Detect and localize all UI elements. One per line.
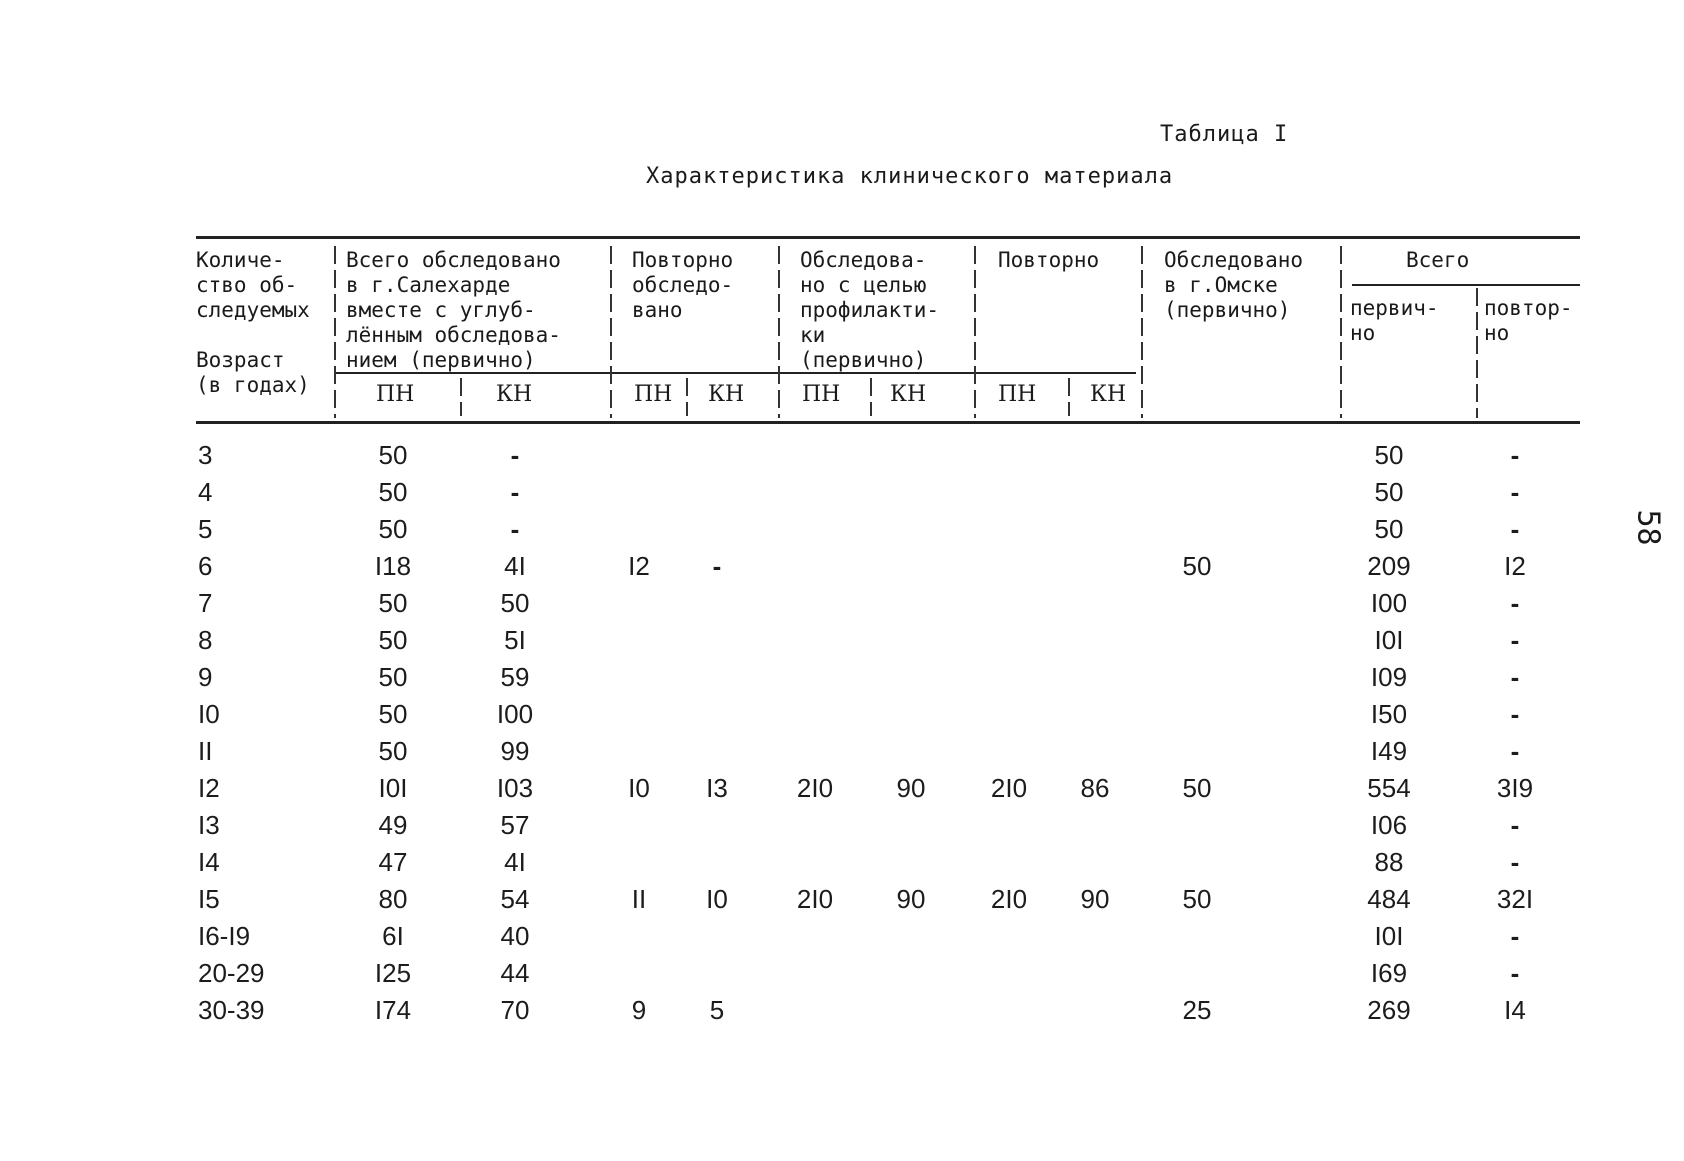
table-cell-t-p: 554 bbox=[1367, 773, 1411, 803]
table-cell-age: 3 bbox=[198, 440, 213, 470]
header-total-primary: первич- но bbox=[1350, 296, 1439, 345]
subheader-kn: КН bbox=[1090, 382, 1127, 407]
table-cell-s-kn: 57 bbox=[500, 810, 530, 840]
table-cell-s-pn: 50 bbox=[378, 625, 408, 655]
column-separator bbox=[974, 246, 976, 418]
table-cell-age: 9 bbox=[198, 662, 213, 692]
column-separator bbox=[610, 246, 612, 418]
table-cell-s-pn: 50 bbox=[378, 588, 408, 618]
table-cell-s-kn: 40 bbox=[500, 921, 530, 951]
table-cell-t-p: I49 bbox=[1370, 736, 1408, 766]
table-cell-t-r: - bbox=[1510, 699, 1520, 729]
table-cell-r2-pn: 2I0 bbox=[990, 884, 1028, 914]
table-top-rule bbox=[196, 236, 1580, 239]
table-cell-age: 6 bbox=[198, 551, 213, 581]
table-cell-s-kn: 99 bbox=[500, 736, 530, 766]
column-separator bbox=[778, 246, 780, 418]
table-cell-s-kn: I03 bbox=[496, 773, 534, 803]
header-omsk: Обследовано в г.Омске (первично) bbox=[1164, 248, 1304, 322]
page-number: 58 bbox=[1630, 509, 1666, 546]
subheader-kn: КН bbox=[890, 382, 927, 407]
table-cell-s-pn: I0I bbox=[378, 773, 408, 803]
table-cell-s-kn: - bbox=[510, 514, 520, 544]
table-cell-age: I2 bbox=[198, 773, 220, 803]
table-cell-r-pn: I2 bbox=[628, 551, 650, 581]
table-cell-t-r: I4 bbox=[1504, 995, 1526, 1025]
table-cell-t-r: - bbox=[1510, 921, 1520, 951]
column-separator bbox=[334, 246, 336, 418]
table-cell-t-p: I50 bbox=[1370, 699, 1408, 729]
table-cell-t-p: I0I bbox=[1374, 921, 1404, 951]
table-cell-s-kn: 59 bbox=[500, 662, 530, 692]
table-cell-r-kn: I0 bbox=[706, 884, 728, 914]
table-cell-t-p: I00 bbox=[1370, 588, 1408, 618]
table-cell-age: II bbox=[198, 736, 213, 766]
table-cell-t-p: 269 bbox=[1367, 995, 1411, 1025]
table-cell-omsk: 50 bbox=[1182, 884, 1212, 914]
table-cell-s-kn: 4I bbox=[504, 551, 526, 581]
table-cell-r-pn: I0 bbox=[628, 773, 650, 803]
column-separator bbox=[1141, 246, 1143, 418]
subcolumn-separator bbox=[686, 378, 688, 416]
table-cell-t-r: - bbox=[1510, 440, 1520, 470]
header-repeat-2: Повторно bbox=[998, 248, 1100, 272]
table-cell-r-kn: I3 bbox=[706, 773, 728, 803]
table-cell-age: I4 bbox=[198, 847, 220, 877]
header-bottom-rule bbox=[196, 421, 1580, 424]
subcolumn-separator bbox=[870, 378, 872, 416]
subcolumn-separator bbox=[460, 378, 462, 416]
table-cell-s-kn: 54 bbox=[500, 884, 530, 914]
table-cell-s-kn: 4I bbox=[504, 847, 526, 877]
table-cell-s-kn: - bbox=[510, 477, 520, 507]
subcolumn-separator bbox=[1068, 378, 1070, 416]
table-cell-age: I6-I9 bbox=[198, 921, 251, 951]
table-cell-omsk: 50 bbox=[1182, 773, 1212, 803]
table-cell-s-pn: 50 bbox=[378, 699, 408, 729]
table-cell-t-p: I0I bbox=[1374, 625, 1404, 655]
table-cell-t-p: 50 bbox=[1374, 514, 1404, 544]
table-cell-t-p: 209 bbox=[1367, 551, 1411, 581]
subheader-kn: КН bbox=[708, 382, 745, 407]
table-cell-age: 5 bbox=[198, 514, 213, 544]
table-cell-r-pn: II bbox=[631, 884, 647, 914]
table-cell-p-kn: 90 bbox=[896, 773, 926, 803]
header-salekhard: Всего обследовано в г.Салехарде вместе с углуб- лённым обследова- нием (первично) bbox=[346, 248, 561, 372]
table-cell-t-p: 50 bbox=[1374, 477, 1404, 507]
table-cell-age: I0 bbox=[198, 699, 220, 729]
table-cell-t-r: - bbox=[1510, 810, 1520, 840]
table-cell-s-kn: - bbox=[510, 440, 520, 470]
table-cell-s-pn: 50 bbox=[378, 440, 408, 470]
table-cell-t-r: 3I9 bbox=[1496, 773, 1534, 803]
table-cell-age: 20-29 bbox=[198, 958, 265, 988]
table-cell-t-p: I69 bbox=[1370, 958, 1408, 988]
table-cell-omsk: 25 bbox=[1182, 995, 1212, 1025]
header-total: Всего bbox=[1406, 248, 1470, 272]
table-cell-omsk: 50 bbox=[1182, 551, 1212, 581]
table-cell-t-p: 88 bbox=[1374, 847, 1404, 877]
table-cell-r-pn: 9 bbox=[631, 995, 647, 1025]
header-prophylaxis: Обследова- но с целью профилакти- ки (первично) bbox=[800, 248, 940, 372]
table-cell-t-r: - bbox=[1510, 847, 1520, 877]
table-cell-s-kn: I00 bbox=[496, 699, 534, 729]
table-cell-r2-kn: 90 bbox=[1080, 884, 1110, 914]
subheader-pn: ПН bbox=[998, 382, 1037, 407]
table-cell-s-pn: I18 bbox=[374, 551, 412, 581]
table-cell-s-pn: 6I bbox=[382, 921, 404, 951]
table-cell-t-r: - bbox=[1510, 662, 1520, 692]
table-cell-r2-pn: 2I0 bbox=[990, 773, 1028, 803]
table-cell-t-p: I09 bbox=[1370, 662, 1408, 692]
table-cell-t-r: - bbox=[1510, 514, 1520, 544]
table-cell-s-pn: 50 bbox=[378, 662, 408, 692]
table-cell-age: I5 bbox=[198, 884, 220, 914]
table-cell-age: I3 bbox=[198, 810, 220, 840]
table-cell-t-r: I2 bbox=[1504, 551, 1526, 581]
table-cell-s-pn: 50 bbox=[378, 736, 408, 766]
table-cell-s-kn: 5I bbox=[504, 625, 526, 655]
table-cell-s-pn: 47 bbox=[378, 847, 408, 877]
table-cell-s-kn: 44 bbox=[500, 958, 530, 988]
table-cell-s-pn: 50 bbox=[378, 514, 408, 544]
table-cell-r-kn: - bbox=[712, 551, 722, 581]
table-cell-p-pn: 2I0 bbox=[796, 884, 834, 914]
table-title: Характеристика клинического материала bbox=[646, 164, 1174, 189]
table-cell-s-pn: 80 bbox=[378, 884, 408, 914]
subheader-pn: ПН bbox=[634, 382, 673, 407]
table-cell-s-pn: I25 bbox=[374, 958, 412, 988]
table-cell-age: 8 bbox=[198, 625, 213, 655]
table-cell-s-pn: 49 bbox=[378, 810, 408, 840]
column-separator bbox=[1340, 246, 1342, 418]
header-total-repeat: повтор- но bbox=[1484, 296, 1573, 345]
subheader-pn: ПН bbox=[376, 382, 415, 407]
table-cell-age: 4 bbox=[198, 477, 213, 507]
subheader-pn: ПН bbox=[802, 382, 841, 407]
total-subheader-rule bbox=[1352, 284, 1580, 286]
table-cell-t-r: - bbox=[1510, 958, 1520, 988]
table-caption: Таблица I bbox=[1160, 122, 1289, 147]
table-cell-t-r: - bbox=[1510, 736, 1520, 766]
table-cell-t-r: - bbox=[1510, 588, 1520, 618]
table-cell-s-pn: I74 bbox=[374, 995, 412, 1025]
table-cell-p-pn: 2I0 bbox=[796, 773, 834, 803]
table-cell-r2-kn: 86 bbox=[1080, 773, 1110, 803]
table-cell-s-kn: 50 bbox=[500, 588, 530, 618]
table-cell-r-kn: 5 bbox=[709, 995, 725, 1025]
table-cell-p-kn: 90 bbox=[896, 884, 926, 914]
subheader-kn: КН bbox=[496, 382, 533, 407]
table-cell-t-p: I06 bbox=[1370, 810, 1408, 840]
table-cell-t-p: 50 bbox=[1374, 440, 1404, 470]
header-age: Количе- ство об- следуемых Возраст (в годах) bbox=[196, 248, 310, 397]
table-cell-t-r: - bbox=[1510, 477, 1520, 507]
table-cell-s-pn: 50 bbox=[378, 477, 408, 507]
column-separator bbox=[1476, 288, 1478, 418]
table-cell-t-p: 484 bbox=[1367, 884, 1411, 914]
table-cell-t-r: 32I bbox=[1496, 884, 1534, 914]
table-cell-age: 7 bbox=[198, 588, 213, 618]
table-cell-age: 30-39 bbox=[198, 995, 265, 1025]
table-cell-t-r: - bbox=[1510, 625, 1520, 655]
header-repeat-1: Повторно обследо- вано bbox=[632, 248, 734, 322]
table-cell-s-kn: 70 bbox=[500, 995, 530, 1025]
